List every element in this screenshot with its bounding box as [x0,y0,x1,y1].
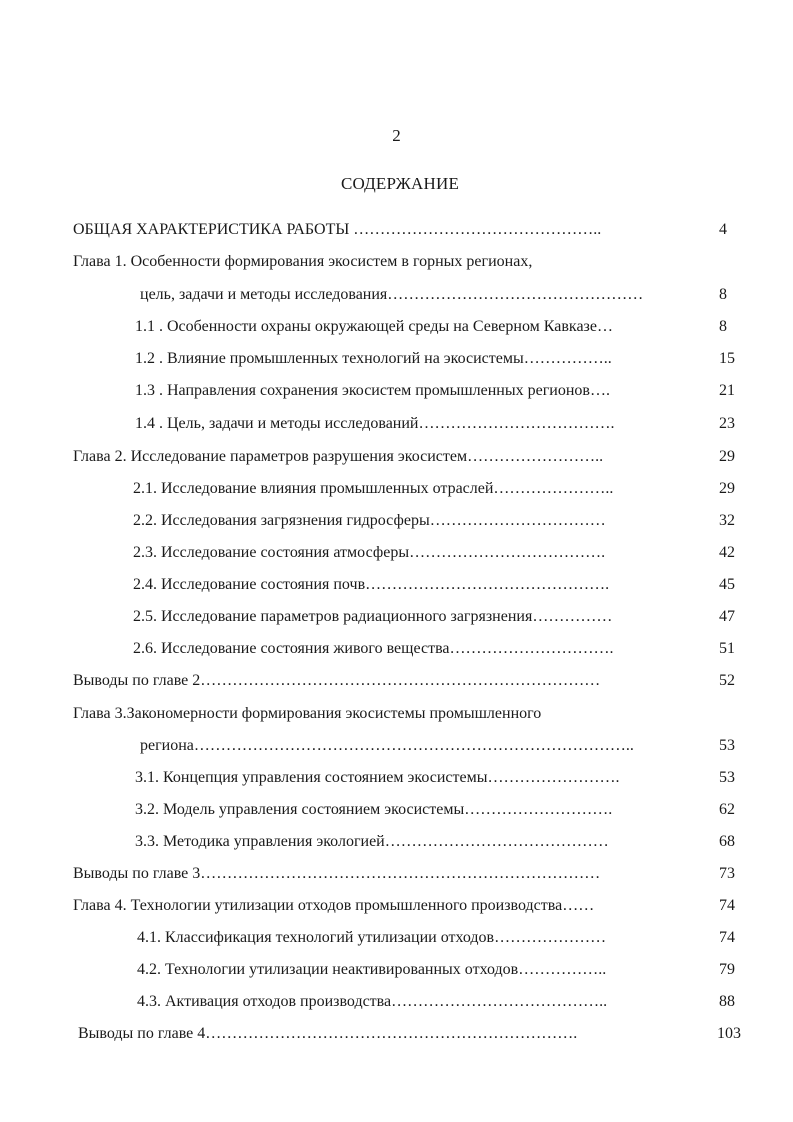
toc-entry-section: 2.4. Исследование состояния почв………………………………………. [133,576,610,593]
toc-page-number: 103 [717,1025,741,1042]
toc-entry-section: 3.1. Концепция управления состоянием экосистемы……………………. [135,769,620,786]
toc-title: СОДЕРЖАНИЕ [340,174,460,193]
toc-page-number: 73 [719,865,735,882]
toc-entry-section: 2.5. Исследование параметров радиационного загрязнения…………… [133,608,613,625]
toc-entry-conclusions-2: Выводы по главе 2………………………………………………………………… [73,672,601,689]
toc-page-number: 53 [719,737,735,754]
toc-entry-conclusions-4: Выводы по главе 4……………………………………………………………. [78,1025,578,1042]
toc-entry-general: ОБЩАЯ ХАРАКТЕРИСТИКА РАБОТЫ ……………………………………….. [73,221,602,238]
toc-entry-chapter-3-cont: региона……………………………………………………………………….. [140,737,634,754]
toc-entry-section: 4.1. Классификация технологий утилизации отходов………………… [137,929,607,946]
toc-page-number: 29 [719,448,735,465]
toc-entry-section: 1.2 . Влияние промышленных технологий на экосистемы…………….. [135,350,612,367]
toc-entry-section: 1.4 . Цель, задачи и методы исследований………………………………. [135,415,615,432]
toc-page-number: 45 [719,576,735,593]
toc-entry-section: 2.6. Исследование состояния живого вещества…………………………. [133,640,614,657]
toc-entry-section: 4.2. Технологии утилизации неактивированных отходов…………….. [137,961,607,978]
toc-page-number: 8 [719,286,727,303]
toc-entry-section: 2.2. Исследования загрязнения гидросферы…………………………… [133,512,606,529]
toc-page-number: 42 [719,544,735,561]
toc-entry-chapter-1-cont: цель, задачи и методы исследования………………………………………… [140,286,644,303]
toc-page-number: 62 [719,801,735,818]
toc-page-number: 74 [719,897,735,914]
toc-page-number: 74 [719,929,735,946]
toc-page-number: 32 [719,512,735,529]
toc-entry-section: 3.3. Методика управления экологией…………………………………… [135,833,609,850]
toc-entry-chapter-1-title: Глава 1. Особенности формирования экосистем в горных регионах, [73,253,533,270]
toc-entry-section: 4.3. Активация отходов производства………………………………….. [137,993,608,1010]
toc-entry-chapter-3-title: Глава 3.Закономерности формирования экосистемы промышленного [73,705,542,722]
toc-page-number: 47 [719,608,735,625]
toc-page-number: 79 [719,961,735,978]
toc-entry-section: 2.1. Исследование влияния промышленных отраслей………………….. [133,480,614,497]
toc-page-number: 21 [719,382,735,399]
toc-page-number: 88 [719,993,735,1010]
toc-entry-section: 2.3. Исследование состояния атмосферы………………………………. [133,544,606,561]
toc-entry-chapter-4: Глава 4. Технологии утилизации отходов промышленного производства…… [73,897,595,914]
toc-entry-section: 3.2. Модель управления состоянием экосистемы………………………. [135,801,613,818]
toc-entry-section: 1.1 . Особенности охраны окружающей среды на Северном Кавказе… [135,318,613,335]
toc-entry-section: 1.3 . Направления сохранения экосистем промышленных регионов…. [135,382,610,399]
toc-page-number: 29 [719,480,735,497]
toc-page-number: 23 [719,415,735,432]
toc-entry-chapter-2: Глава 2. Исследование параметров разрушения экосистем…………………….. [73,448,604,465]
toc-page-number: 51 [719,640,735,657]
page-number: 2 [392,126,401,145]
toc-page-number: 52 [719,672,735,689]
toc-page-number: 53 [719,769,735,786]
toc-page-number: 4 [719,221,727,238]
toc-page-number: 68 [719,833,735,850]
toc-page-number: 8 [719,318,727,335]
toc-entry-conclusions-3: Выводы по главе 3………………………………………………………………… [73,865,601,882]
toc-page-number: 15 [719,350,735,367]
